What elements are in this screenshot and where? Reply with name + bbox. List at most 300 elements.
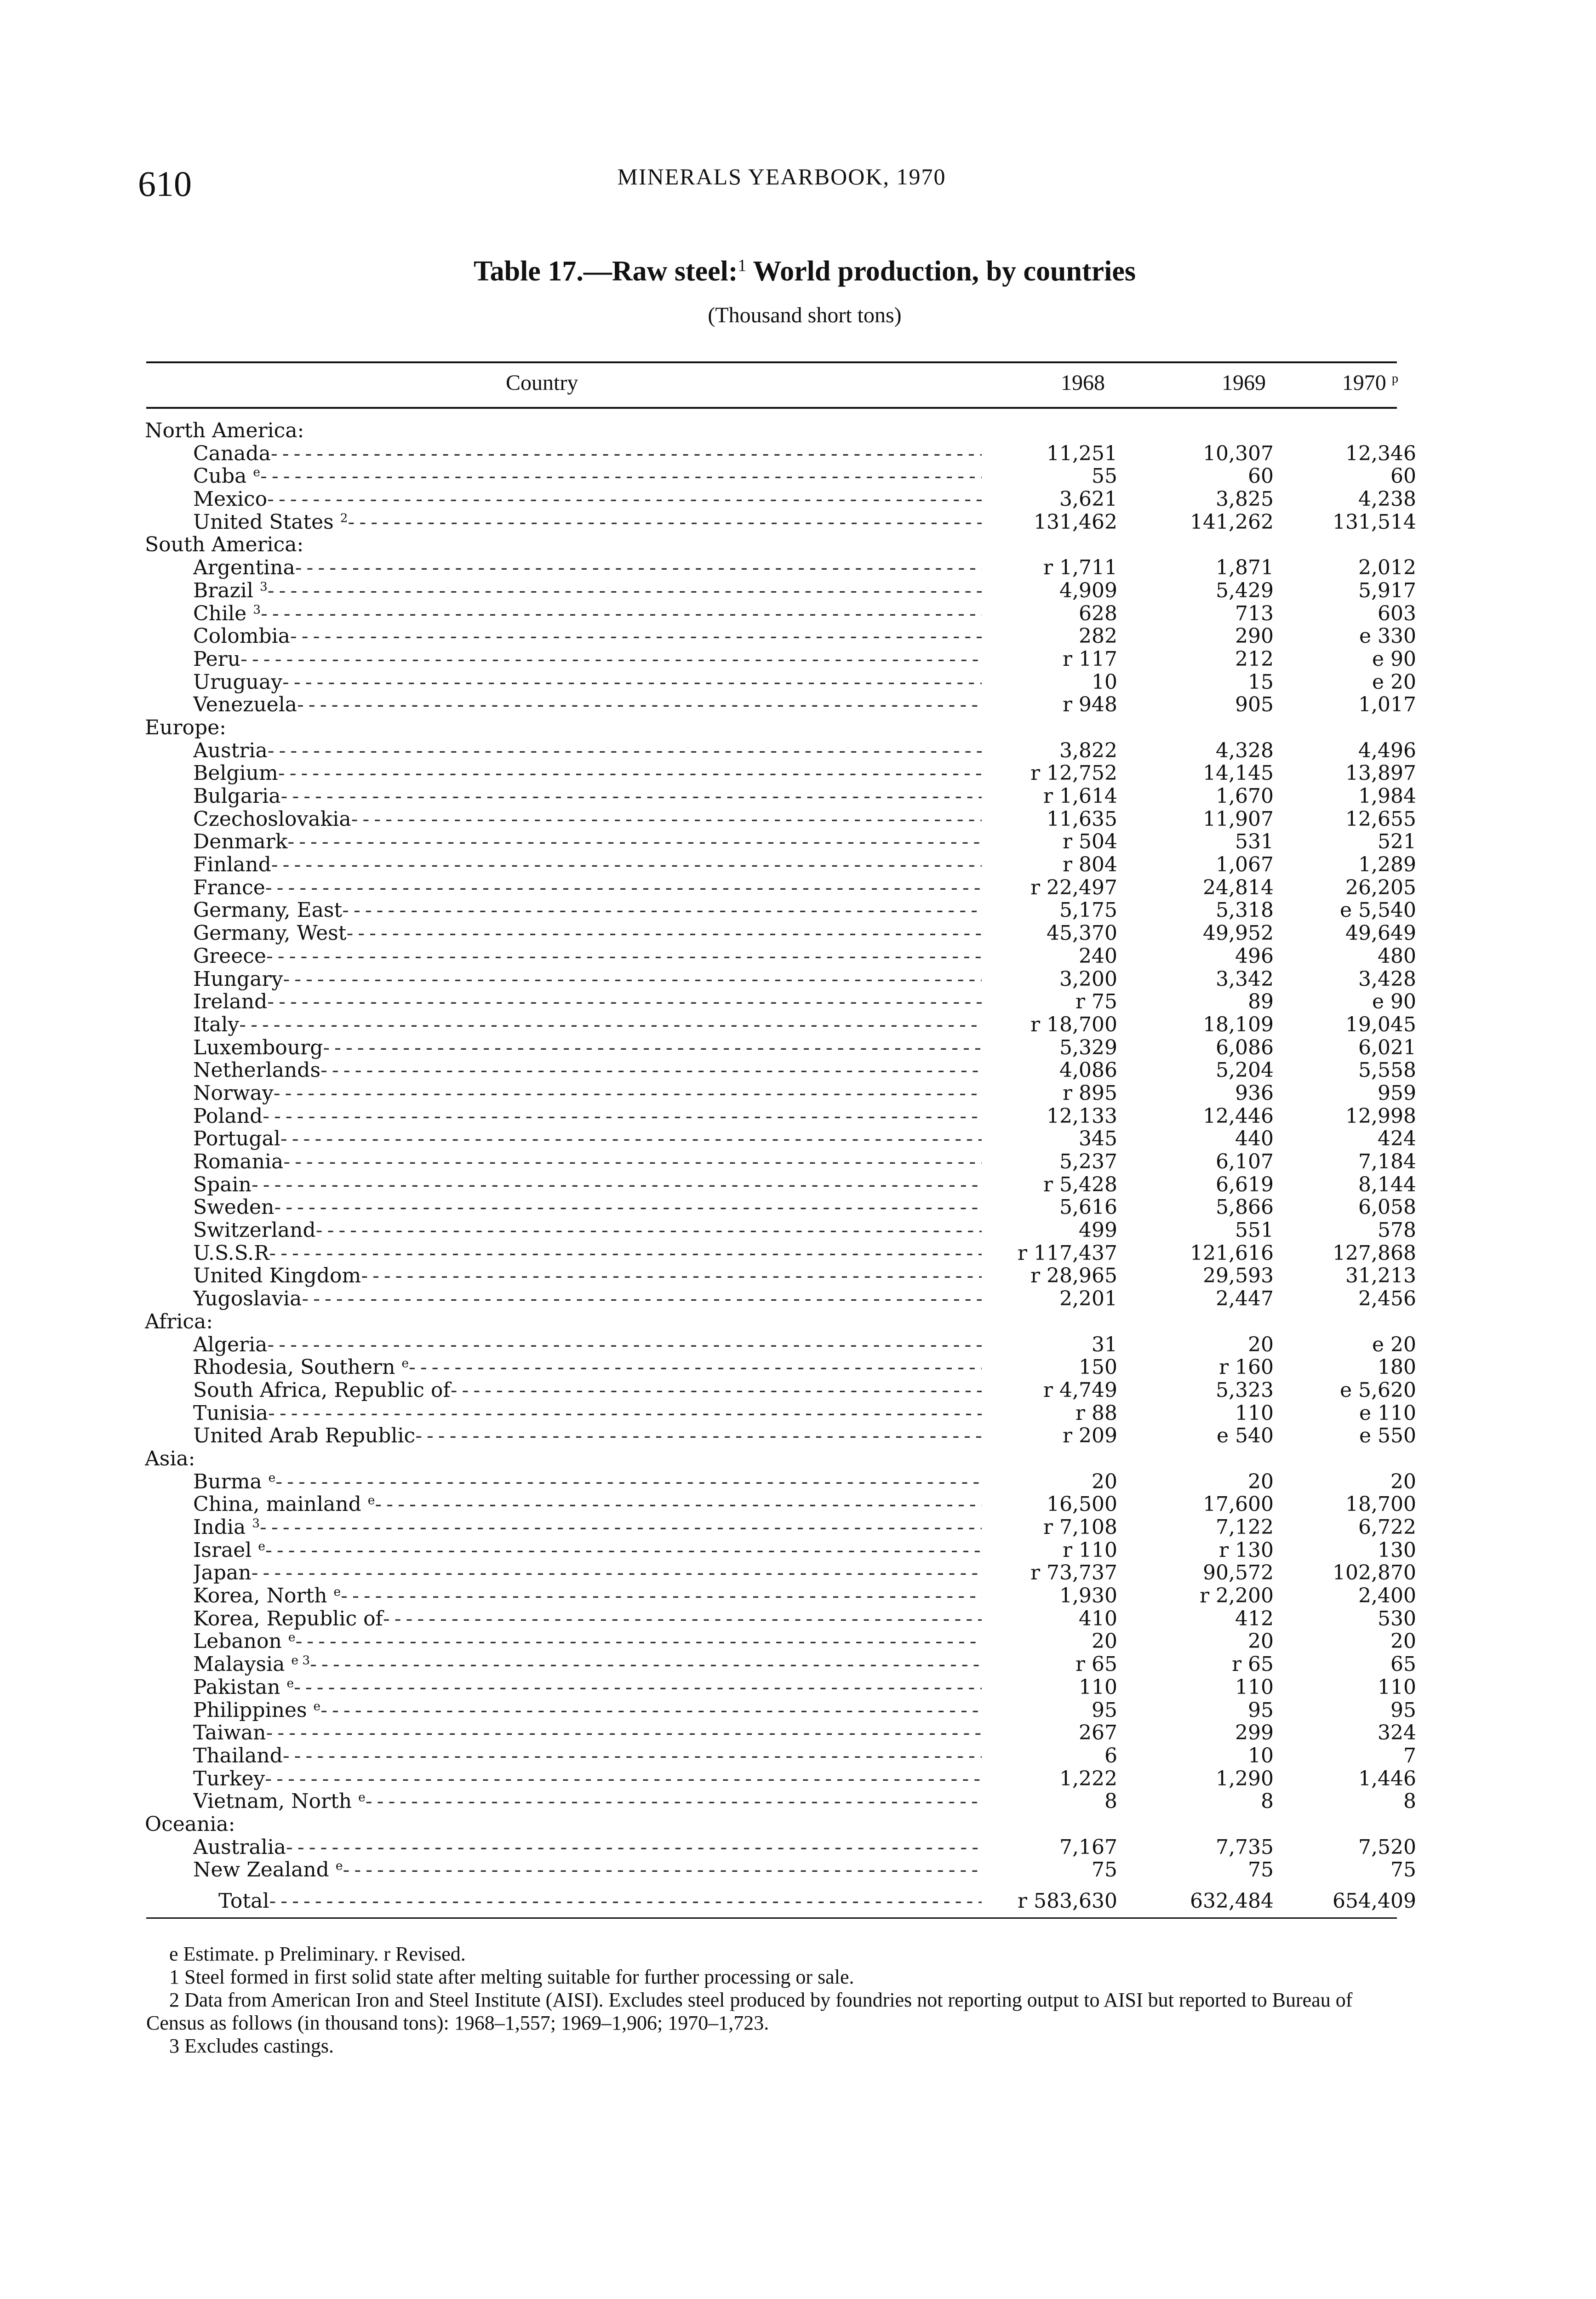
country-label: [193, 1242, 982, 1265]
country-label: [193, 556, 982, 579]
country-label: [193, 1676, 982, 1699]
value-cell-1970: 1,446: [1358, 1767, 1416, 1790]
region-label: [145, 419, 972, 442]
row-label-text: Venezuela: [193, 693, 297, 716]
value-cell-1968: 16,500: [1047, 1493, 1117, 1516]
value-cell-1968: 4,086: [1059, 1058, 1117, 1082]
table-row: [0, 1767, 1596, 1790]
value-cell-1968: r 895: [1062, 1081, 1117, 1105]
value-cell-1969: 290: [1235, 624, 1274, 648]
row-label-text: Austria: [193, 739, 268, 762]
column-header-1969: 1969: [1222, 371, 1266, 395]
value-cell-1970: 6,722: [1358, 1516, 1416, 1539]
value-cell-1970: 130: [1378, 1538, 1416, 1562]
table-row: [0, 1744, 1596, 1767]
country-label: [193, 1036, 982, 1059]
country-label: [193, 1516, 982, 1539]
row-label-text: Italy: [193, 1013, 240, 1036]
row-label-text: Mexico: [193, 488, 268, 511]
row-label-text: Belgium: [193, 762, 278, 785]
table-row: [0, 1356, 1596, 1379]
row-label-text: Denmark: [193, 830, 288, 854]
table-row: [0, 442, 1596, 465]
value-cell-1970: 578: [1378, 1218, 1416, 1242]
value-cell-1969: 6,086: [1216, 1035, 1274, 1059]
table-row: [0, 625, 1596, 648]
footnote-2: 2 Data from American Iron and Steel Institute (AISI). Excludes steel produced by foundries not reporting output to AISI but reported to Bureau of Census as follows (in thousand tons): 1968–1,557; 1969–1,906; 1970–1,723.: [146, 1989, 1353, 2034]
value-cell-1968: 1,222: [1059, 1767, 1117, 1790]
row-label-text: Finland: [193, 853, 271, 876]
table-row: [0, 1493, 1596, 1516]
table-row: [0, 1539, 1596, 1562]
value-cell-1969: 551: [1235, 1218, 1274, 1242]
value-cell-1968: 10: [1092, 670, 1117, 694]
value-cell-1969: 20: [1248, 1333, 1274, 1356]
value-cell-1968: 131,462: [1034, 510, 1117, 534]
table-row: [0, 1516, 1596, 1539]
value-cell-1969: 6,107: [1216, 1150, 1274, 1173]
row-label-text: Spain: [193, 1173, 252, 1196]
table-row: [0, 1721, 1596, 1744]
country-label: [193, 1836, 982, 1859]
value-cell-1969: 141,262: [1190, 510, 1274, 534]
row-label-text: Korea, North: [193, 1584, 327, 1607]
value-cell-1968: 5,329: [1059, 1035, 1117, 1059]
country-label: [193, 693, 982, 716]
value-cell-1970: e 90: [1372, 990, 1416, 1014]
value-cell-1968: 499: [1079, 1218, 1117, 1242]
table-row: [0, 876, 1596, 899]
value-cell-1968: 4,909: [1059, 578, 1117, 602]
country-label: [193, 808, 982, 831]
country-label: [193, 511, 982, 534]
country-label: [193, 1721, 982, 1744]
country-label: [193, 1127, 982, 1150]
country-label: [193, 739, 982, 762]
footnote-marker: e: [288, 1630, 296, 1645]
value-cell-1969: 10: [1248, 1744, 1274, 1767]
region-heading-row: [0, 1813, 1596, 1836]
region-heading-row: [0, 716, 1596, 739]
row-label-text: Australia: [193, 1836, 286, 1859]
value-cell-1969: 60: [1248, 464, 1274, 488]
value-cell-1970: 8,144: [1358, 1172, 1416, 1196]
region-label: [145, 1447, 972, 1470]
value-cell-1968: 267: [1079, 1721, 1117, 1745]
row-label-text: Argentina: [193, 556, 295, 579]
value-cell-1969: r 130: [1218, 1538, 1274, 1562]
footnote-marker: e 3: [291, 1653, 310, 1668]
table-row: [0, 808, 1596, 831]
value-cell-1968: r 1,711: [1043, 556, 1117, 580]
value-cell-1970: 18,700: [1345, 1493, 1416, 1516]
value-cell-1969: r 65: [1231, 1653, 1274, 1676]
value-cell-1970: 19,045: [1345, 1012, 1416, 1036]
table-row: [0, 853, 1596, 876]
column-header-1970: 1970 $^p$: [1342, 371, 1399, 395]
table-row: [0, 602, 1596, 625]
value-cell-1970: 2,456: [1358, 1287, 1416, 1311]
value-cell-1970: 180: [1378, 1355, 1416, 1379]
value-cell-1970: 65: [1390, 1653, 1416, 1676]
value-cell-1969: 7,735: [1216, 1835, 1274, 1859]
value-cell-1969: 20: [1248, 1630, 1274, 1653]
value-cell-1970: 8: [1403, 1790, 1416, 1813]
value-cell-1970: 2,012: [1358, 556, 1416, 580]
value-cell-1968: r 5,428: [1043, 1172, 1117, 1196]
value-cell-1969: 18,109: [1203, 1012, 1274, 1036]
country-label: [193, 1539, 982, 1562]
table-row: [0, 1607, 1596, 1630]
table-row: [0, 648, 1596, 671]
table-row: [0, 488, 1596, 511]
row-label-text: France: [193, 876, 265, 899]
value-cell-1968: 6: [1104, 1744, 1117, 1767]
country-label: [193, 1173, 982, 1196]
table-row: [0, 922, 1596, 945]
value-cell-1970: 4,496: [1358, 738, 1416, 762]
country-label: [193, 1379, 982, 1402]
row-label-text: Tunisia: [193, 1401, 268, 1425]
value-cell-1968: 20: [1092, 1470, 1117, 1493]
row-label-text: Korea, Republic of: [193, 1607, 383, 1630]
footnote-marker: e: [258, 1539, 265, 1554]
table-row: [0, 830, 1596, 853]
value-cell-1969: 110: [1235, 1675, 1274, 1699]
table-row: [0, 762, 1596, 785]
total-value-1968: r 583,630: [1018, 1889, 1117, 1913]
value-cell-1968: 345: [1079, 1127, 1117, 1151]
row-label-text: Bulgaria: [193, 785, 281, 808]
value-cell-1969: r 160: [1218, 1355, 1274, 1379]
row-label-text: Algeria: [193, 1333, 268, 1356]
value-cell-1968: r 22,497: [1030, 875, 1117, 899]
row-label-text: Germany, East: [193, 899, 343, 922]
value-cell-1968: 12,133: [1047, 1104, 1117, 1128]
table-row: [0, 1105, 1596, 1128]
row-label-text: Africa:: [145, 1310, 213, 1333]
footnote-marker: e: [367, 1493, 375, 1508]
value-cell-1970: 49,649: [1345, 921, 1416, 945]
row-label-text: Hungary: [193, 967, 283, 991]
country-label: [193, 1653, 982, 1676]
country-label: [193, 853, 982, 876]
page-number: 610: [138, 164, 192, 204]
table-body: [0, 419, 1596, 1914]
row-label-text: South Africa, Republic of: [193, 1378, 451, 1402]
table-row: [0, 785, 1596, 808]
value-cell-1968: r 504: [1062, 830, 1117, 854]
value-cell-1970: e 330: [1359, 624, 1416, 648]
table-row: [0, 1859, 1596, 1882]
country-label: [193, 922, 982, 945]
footnote-marker: e: [313, 1699, 321, 1713]
footnote-marker: e: [333, 1584, 341, 1599]
country-label: [193, 1561, 982, 1584]
table-row: [0, 1242, 1596, 1265]
table-row: [0, 968, 1596, 991]
total-label: [218, 1890, 982, 1913]
footnote-marker: e: [358, 1790, 366, 1805]
table-row: [0, 1836, 1596, 1859]
footnote-1: 1 Steel formed in first solid state after melting suitable for further processing or sale.: [169, 1966, 854, 1988]
header-bottom-rule: [146, 407, 1397, 409]
region-heading-row: [0, 419, 1596, 442]
table-row: [0, 1561, 1596, 1584]
country-label: [193, 1150, 982, 1173]
value-cell-1968: 410: [1079, 1607, 1117, 1630]
value-cell-1970: 2,400: [1358, 1584, 1416, 1608]
table-title-footnote-marker: 1: [738, 256, 747, 275]
table-row: [0, 1790, 1596, 1813]
country-label: [193, 1470, 982, 1493]
country-label: [193, 945, 982, 968]
footnote-3: 3 Excludes castings.: [169, 2035, 334, 2057]
value-cell-1969: 49,952: [1203, 921, 1274, 945]
value-cell-1968: r 209: [1062, 1424, 1117, 1448]
value-cell-1968: 3,621: [1059, 487, 1117, 511]
table-row: [0, 1379, 1596, 1402]
value-cell-1969: 95: [1248, 1698, 1274, 1722]
value-cell-1969: 121,616: [1190, 1241, 1274, 1265]
country-label: [193, 1059, 982, 1082]
row-label-text: Netherlands: [193, 1059, 321, 1082]
row-label-text: Yugoslavia: [193, 1287, 302, 1310]
row-label-text: United Kingdom: [193, 1264, 361, 1288]
value-cell-1968: 282: [1079, 624, 1117, 648]
table-row: [0, 990, 1596, 1013]
row-label-text: Lebanon: [193, 1630, 282, 1653]
region-label: [145, 716, 972, 739]
table-row: [0, 1127, 1596, 1150]
value-cell-1970: e 550: [1359, 1424, 1416, 1448]
region-label: [145, 533, 972, 556]
country-label: [193, 1699, 982, 1722]
value-cell-1968: r 804: [1062, 853, 1117, 877]
value-cell-1968: r 12,752: [1030, 761, 1117, 785]
country-label: [193, 1584, 982, 1607]
value-cell-1968: r 117: [1062, 647, 1117, 671]
table-row: [0, 1013, 1596, 1036]
value-cell-1970: e 20: [1372, 670, 1416, 694]
table-row: [0, 1036, 1596, 1059]
country-label: [193, 785, 982, 808]
table-row: [0, 511, 1596, 534]
region-heading-row: [0, 533, 1596, 556]
value-cell-1970: 424: [1378, 1127, 1416, 1151]
value-cell-1969: e 540: [1216, 1424, 1274, 1448]
value-cell-1969: 12,446: [1203, 1104, 1274, 1128]
value-cell-1969: 1,067: [1216, 853, 1274, 877]
total-row: [0, 1890, 1596, 1913]
row-label-text: New Zealand: [193, 1859, 329, 1882]
footnote-marker: 3: [259, 579, 268, 594]
table-row: [0, 1264, 1596, 1287]
table-bottom-rule: [146, 1917, 1397, 1919]
value-cell-1968: 11,635: [1047, 807, 1117, 831]
table-row: [0, 945, 1596, 968]
value-cell-1970: 6,058: [1358, 1195, 1416, 1219]
country-label: [193, 968, 982, 991]
table-top-rule: [146, 361, 1397, 363]
value-cell-1969: 905: [1235, 693, 1274, 717]
total-value-1969: 632,484: [1190, 1889, 1274, 1913]
value-cell-1969: 4,328: [1216, 738, 1274, 762]
region-label: [145, 1813, 972, 1836]
value-cell-1968: r 117,437: [1018, 1241, 1117, 1265]
country-label: [193, 1105, 982, 1128]
footnotes: [146, 1943, 1397, 2058]
row-label-text: Vietnam, North: [193, 1790, 352, 1813]
table-subtitle: (Thousand short tons): [708, 303, 902, 327]
value-cell-1969: 89: [1248, 990, 1274, 1014]
country-label: [193, 1264, 982, 1287]
table-row: [0, 1630, 1596, 1653]
value-cell-1968: r 1,614: [1043, 784, 1117, 808]
row-label-text: Chile: [193, 602, 247, 625]
value-cell-1970: 95: [1390, 1698, 1416, 1722]
row-label-text: India: [193, 1516, 246, 1539]
column-header-country: Country: [506, 371, 578, 395]
table-row: [0, 1196, 1596, 1219]
row-label-text: Colombia: [193, 625, 290, 648]
region-heading-row: [0, 1447, 1596, 1470]
footnote-marker: e: [268, 1470, 276, 1485]
row-label-text: Brazil: [193, 579, 253, 602]
value-cell-1968: 110: [1079, 1675, 1117, 1699]
value-cell-1968: r 65: [1075, 1653, 1117, 1676]
row-label-text: North America:: [145, 419, 304, 442]
value-cell-1970: 26,205: [1345, 875, 1416, 899]
row-label-text: Norway: [193, 1081, 274, 1105]
country-label: [193, 579, 982, 602]
row-label-text: Uruguay: [193, 670, 283, 694]
table-row: [0, 1470, 1596, 1493]
value-cell-1969: 110: [1235, 1401, 1274, 1425]
value-cell-1970: e 90: [1372, 647, 1416, 671]
table-row: [0, 671, 1596, 694]
value-cell-1970: 127,868: [1333, 1241, 1416, 1265]
value-cell-1969: 6,619: [1216, 1172, 1274, 1196]
value-cell-1970: 131,514: [1333, 510, 1416, 534]
table-row: [0, 1082, 1596, 1105]
row-label-text: Burma: [193, 1470, 262, 1493]
value-cell-1970: 530: [1378, 1607, 1416, 1630]
value-cell-1970: 3,428: [1358, 967, 1416, 991]
row-label-text: Philippines: [193, 1699, 307, 1722]
row-label-text: Poland: [193, 1104, 263, 1128]
table-row: [0, 1333, 1596, 1356]
table-row: [0, 1676, 1596, 1699]
value-cell-1968: 628: [1079, 601, 1117, 625]
value-cell-1970: 20: [1390, 1470, 1416, 1493]
country-label: [193, 990, 982, 1013]
table-title-rest: World production, by countries: [746, 256, 1136, 287]
value-cell-1969: 713: [1235, 601, 1274, 625]
row-label-text: Rhodesia, Southern: [193, 1356, 395, 1379]
row-label-text: United States: [193, 510, 334, 534]
value-cell-1969: 531: [1235, 830, 1274, 854]
value-cell-1968: r 28,965: [1030, 1264, 1117, 1288]
value-cell-1968: 240: [1079, 944, 1117, 968]
row-label-text: Taiwan: [193, 1721, 266, 1744]
footnote-marker: e: [253, 465, 261, 480]
value-cell-1968: r 948: [1062, 693, 1117, 717]
row-label-text: Pakistan: [193, 1676, 280, 1699]
value-cell-1969: 2,447: [1216, 1287, 1274, 1311]
table-row: [0, 1402, 1596, 1425]
value-cell-1970: e 110: [1359, 1401, 1416, 1425]
total-label-text: Total: [218, 1890, 269, 1913]
country-label: [193, 876, 982, 899]
row-label-text: Ireland: [193, 990, 268, 1013]
value-cell-1970: 1,017: [1358, 693, 1416, 717]
value-cell-1970: 1,289: [1358, 853, 1416, 877]
table-row: [0, 899, 1596, 922]
country-label: [193, 899, 982, 922]
value-cell-1968: r 7,108: [1043, 1516, 1117, 1539]
footnote-marker: 3: [253, 602, 261, 617]
value-cell-1969: 14,145: [1203, 761, 1274, 785]
value-cell-1968: 45,370: [1047, 921, 1117, 945]
value-cell-1970: 4,238: [1358, 487, 1416, 511]
value-cell-1970: 60: [1390, 464, 1416, 488]
value-cell-1968: 55: [1092, 464, 1117, 488]
footnote-marker: 3: [252, 1516, 260, 1531]
value-cell-1970: e 5,540: [1340, 898, 1416, 922]
row-label-text: Malaysia: [193, 1653, 285, 1676]
country-label: [193, 1013, 982, 1036]
table-row: [0, 1699, 1596, 1722]
table-row: [0, 1173, 1596, 1196]
row-label-text: South America:: [145, 533, 304, 557]
country-label: [193, 1493, 982, 1516]
row-label-text: Portugal: [193, 1127, 280, 1151]
table-row: [0, 1584, 1596, 1607]
value-cell-1970: 5,558: [1358, 1058, 1416, 1082]
value-cell-1969: 440: [1235, 1127, 1274, 1151]
country-label: [193, 671, 982, 694]
row-label-text: Japan: [193, 1561, 252, 1585]
value-cell-1968: 3,200: [1059, 967, 1117, 991]
row-label-text: Israel: [193, 1538, 252, 1562]
row-label-text: Europe:: [145, 716, 227, 739]
country-label: [193, 1356, 982, 1379]
table-row: [0, 1653, 1596, 1676]
value-cell-1969: 75: [1248, 1858, 1274, 1882]
value-cell-1968: r 18,700: [1030, 1012, 1117, 1036]
region-heading-row: [0, 1310, 1596, 1333]
footnote-marker: 2: [340, 511, 348, 526]
country-label: [193, 830, 982, 853]
row-label-text: Cuba: [193, 465, 247, 488]
country-label: [193, 1287, 982, 1310]
row-label-text: Luxembourg: [193, 1036, 323, 1059]
value-cell-1970: 7,184: [1358, 1150, 1416, 1173]
value-cell-1970: e 20: [1372, 1333, 1416, 1356]
value-cell-1968: r 73,737: [1030, 1561, 1117, 1585]
row-label-text: Canada: [193, 442, 271, 465]
value-cell-1968: 31: [1092, 1333, 1117, 1356]
value-cell-1968: r 75: [1075, 990, 1117, 1014]
value-cell-1969: 5,323: [1216, 1378, 1274, 1402]
table-row: [0, 1150, 1596, 1173]
country-label: [193, 1607, 982, 1630]
value-cell-1968: 2,201: [1059, 1287, 1117, 1311]
country-label: [193, 465, 982, 488]
value-cell-1970: 480: [1378, 944, 1416, 968]
value-cell-1969: 936: [1235, 1081, 1274, 1105]
